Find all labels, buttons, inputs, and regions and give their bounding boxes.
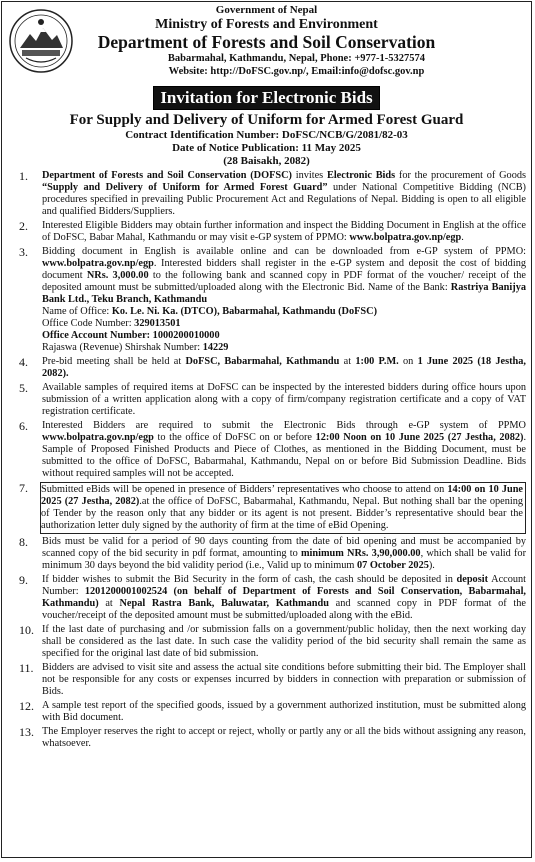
text-run: at — [98, 598, 120, 609]
item-text — [42, 700, 526, 724]
text-run: If bidder wishes to submit the Bid Security in the form of cash, the cash should be deposited in — [42, 574, 457, 585]
bold-text: deposit — [456, 574, 489, 585]
text-run: . — [461, 232, 464, 243]
text-run: Account Number: — [42, 574, 527, 597]
bold-text: www.bolpatra.gov.np/egp — [349, 232, 462, 243]
text-run: Name of Office: — [42, 306, 112, 317]
item-number: 12. — [19, 699, 34, 713]
letterhead — [2, 2, 531, 84]
contract-id: Contract Identification Number: DoFSC/NCB/G/2081/82-03 — [125, 129, 408, 141]
text-run: Interested Eligible Bidders may obtain further information and inspect the Bidding Document in English at the office of DoFSC, Babar Mahal, Kathmandu or may visit e-GP system of PPMO: — [42, 220, 526, 243]
bold-text: www.bolpatra.gov.np/egp — [42, 432, 154, 443]
item-text — [42, 662, 526, 698]
item-number: 11. — [19, 661, 34, 675]
bold-text: Rastriya Banijya Bank Ltd., Teku Branch, Kathmandu — [42, 282, 526, 305]
list-item — [2, 246, 526, 354]
account-detail-line — [42, 330, 526, 342]
list-item — [2, 536, 526, 572]
list-item — [2, 700, 526, 724]
publication-date: Date of Notice Publication: 11 May 2025 — [172, 142, 361, 154]
text-run: Pre-bid meeting shall be held at — [42, 356, 186, 367]
department-name: Department of Forests and Soil Conservation — [97, 32, 436, 52]
text-run: A sample test report of the specified goods, issued by a government authorized institution, must be submitted along with Bid document. — [42, 700, 526, 723]
list-item — [2, 356, 526, 380]
text-run: to the office of DoFSC on or before — [153, 432, 316, 443]
list-item — [2, 662, 526, 698]
item-number: 8. — [19, 535, 28, 549]
notice-page — [1, 1, 532, 858]
item-text — [42, 170, 526, 218]
list-item — [2, 624, 526, 660]
item-text — [42, 624, 526, 660]
text-run: The Employer reserves the right to accept or reject, wholly or partly any or all the bids without assigning any reason, whatsoever. — [42, 726, 526, 749]
list-item — [2, 382, 526, 418]
bold-text: DoFSC, Babarmahal, Kathmandu — [185, 356, 340, 367]
bold-text: NRs. 3,000.00 — [86, 270, 149, 281]
account-detail-line — [42, 342, 526, 354]
text-run: for the procurement of Goods — [395, 170, 526, 181]
text-run: ). — [428, 560, 435, 571]
text-run: and scanned copy in PDF format of the voucher/receipt of the deposited amount must be submitted/uploaded along with the eBid. — [42, 598, 526, 621]
item-text — [42, 382, 526, 418]
department-website: Website: http://DoFSC.gov.np/, Email:info@dofsc.gov.np — [168, 66, 425, 77]
account-detail-line — [42, 318, 526, 330]
text-run: Bidders are advised to visit site and assess the actual site conditions before submitting their bid. The Employer shall not be responsible for any costs or expenses incurred by bidders in connection with preparation or submission of Bids. — [42, 662, 526, 697]
bold-text: Nepal Rastra Bank, Baluwatar, Kathmandu — [119, 598, 329, 609]
bold-text: Department of Forests and Soil Conservation (DOFSC) — [42, 170, 292, 181]
item-text — [42, 356, 526, 380]
item-number: 9. — [19, 573, 28, 587]
bold-text: 1201200001002524 (on behalf of Department of Forests and Soil Conservation, Babarmahal, Kathmandu) — [42, 586, 526, 609]
text-run: Bids must be valid for a period of 90 days counting from the date of bid opening and must be accompanied by scanned copy of the bid security in pdf format, amounting to — [42, 536, 526, 559]
item-number: 13. — [19, 725, 34, 739]
item-text — [42, 420, 526, 480]
item-number: 2. — [19, 219, 28, 233]
account-detail-line — [42, 306, 526, 318]
bold-text: minimum NRs. 3,90,000.00 — [300, 548, 421, 559]
bold-text: Ko. Le. Ni. Ka. (DTCO), Babarmahal, Kathmandu (DoFSC) — [111, 306, 378, 317]
ministry-name: Ministry of Forests and Environment — [155, 17, 378, 32]
item-text — [42, 246, 526, 354]
terms-list — [2, 170, 531, 750]
publication-date-bs: (28 Baisakh, 2082) — [223, 155, 310, 167]
text-run: Office Code Number: — [42, 318, 135, 329]
department-address: Babarmahal, Kathmandu, Nepal, Phone: +977-1-5327574 — [167, 53, 426, 64]
text-run: Submitted eBids will be opened in presence of Bidders’ representatives who choose to attend on — [41, 484, 448, 495]
bold-text: Office Account Number: 1000200010000 — [42, 330, 220, 341]
bold-text: 12:00 Noon on 10 June 2025 (27 Jestha, 2082) — [315, 432, 524, 443]
bold-text: 14229 — [202, 342, 229, 353]
text-run: . Interested bidders shall register in the e-GP system and deposit the cost of bidding document — [42, 258, 526, 281]
list-item — [2, 482, 526, 534]
list-item — [2, 726, 526, 750]
item-text — [42, 220, 526, 244]
text-run: at — [339, 356, 356, 367]
item-text — [42, 574, 526, 622]
notice-banner: Invitation for Electronic Bids — [153, 86, 379, 110]
item-number: 4. — [19, 355, 28, 369]
bold-text: 1 June 2025 (18 Jestha, 2082). — [42, 356, 526, 379]
text-run: to the following bank and scanned copy in PDF format of the voucher/ receipt of the deposited amount must be submitted/uploaded along with the Electronic Bid. Name of the Bank: — [42, 270, 526, 293]
list-item — [2, 420, 526, 480]
list-item — [2, 574, 526, 622]
notice-title: For Supply and Delivery of Uniform for Armed Forest Guard — [69, 112, 464, 128]
item-number: 5. — [19, 381, 28, 395]
bold-text: 1:00 P.M. — [355, 356, 399, 367]
text-run: . Sample of Proposed Finished Products and Piece of Clothes, as mentioned in the Bidding Document, must be submitted to the office of DoFSC, Babarmahal, Kathmandu, Nepal on or before Bid Submission Deadline. Bids without required samples will not be accepted. — [42, 432, 527, 479]
bold-text: 07 October 2025 — [356, 560, 429, 571]
item-text — [40, 482, 526, 534]
list-item — [2, 170, 526, 218]
item-number: 10. — [19, 623, 34, 637]
item-text — [42, 536, 526, 572]
text-run: invites — [291, 170, 327, 181]
text-run: on — [398, 356, 418, 367]
text-run: Interested Bidders are required to submit the Electronic Bids through e-GP system of PPMO — [42, 420, 526, 431]
text-run: under National Competitive Bidding (NCB) procedures specified in prevailing Public Procurement Act and Regulations of Nepal. Bidding is open to all eligible and qualified Bidders/Suppliers. — [42, 182, 526, 217]
text-run: Rajaswa (Revenue) Shirshak Number: — [42, 342, 203, 353]
item-number: 7. — [19, 481, 28, 495]
text-run: Available samples of required items at DoFSC can be inspected by the interested bidders during office hours upon submission of a written application along with a copy of firm/company registration certificate and a copy of VAT registration certificate. — [42, 382, 526, 417]
text-run: Bidding document in English is available online and can be downloaded from e-GP system of PPMO: — [42, 246, 526, 257]
bold-text: “Supply and Delivery of Uniform for Armed Forest Guard” — [42, 182, 328, 193]
list-item — [2, 220, 526, 244]
item-number: 1. — [19, 169, 28, 183]
text-run: If the last date of purchasing and /or submission falls on a government/public holiday, then the next working day shall be considered as the last date. In such case the validity period of the bid security shall remain the same as specified for the original last date of bid submission. — [42, 624, 526, 659]
bold-text: Electronic Bids — [326, 170, 396, 181]
item-text — [42, 726, 526, 750]
bold-text: 14:00 on 10 June 2025 (27 Jestha, 2082) — [41, 484, 523, 507]
item-number: 6. — [19, 419, 28, 433]
bold-text: 329013501 — [134, 318, 181, 329]
bold-text: www.bolpatra.gov.np/egp — [42, 258, 154, 269]
text-run: , which shall be valid for minimum 30 days beyond the bid validity period (i.e., Valid up to minimum — [42, 548, 527, 571]
government-name: Government of Nepal — [215, 4, 318, 16]
text-run: .at the office of DoFSC, Babarmahal, Kathmandu, Nepal. But nothing shall bar the opening of Tender by the reason only that any bidder or its agent is not present. Bidder’s representative should bear the authorization letter duly signed by the authority of firm at the time of eBid Opening. — [41, 496, 524, 531]
item-number: 3. — [19, 245, 28, 259]
